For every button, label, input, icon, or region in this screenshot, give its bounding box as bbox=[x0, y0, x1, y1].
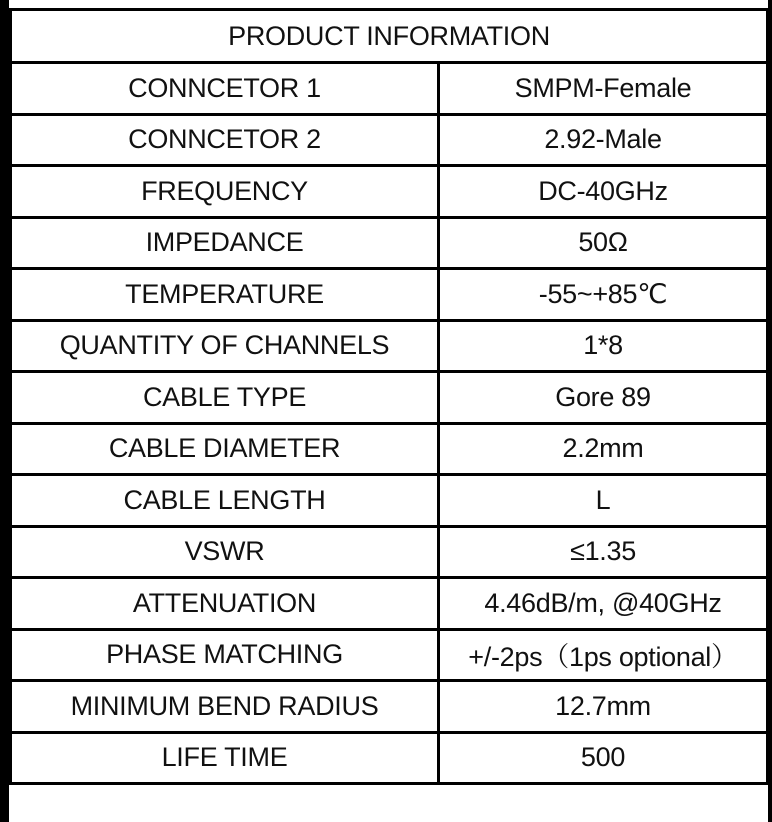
row-value: -55~+85℃ bbox=[439, 269, 768, 321]
row-label: CONNCETOR 2 bbox=[11, 114, 439, 166]
row-label: MINIMUM BEND RADIUS bbox=[11, 681, 439, 733]
row-value: DC-40GHz bbox=[439, 166, 768, 218]
table-row bbox=[11, 629, 768, 681]
row-label: CABLE LENGTH bbox=[11, 475, 439, 527]
row-label: QUANTITY OF CHANNELS bbox=[11, 320, 439, 372]
table-row bbox=[11, 217, 768, 269]
row-label: LIFE TIME bbox=[11, 732, 439, 784]
row-label: TEMPERATURE bbox=[11, 269, 439, 321]
row-label: FREQUENCY bbox=[11, 166, 439, 218]
row-label: VSWR bbox=[11, 526, 439, 578]
row-value: 50Ω bbox=[439, 217, 768, 269]
row-value: 12.7mm bbox=[439, 681, 768, 733]
product-information-table bbox=[9, 8, 769, 785]
row-value: 2.92-Male bbox=[439, 114, 768, 166]
table-title: PRODUCT INFORMATION bbox=[11, 10, 768, 63]
table-row bbox=[11, 63, 768, 115]
row-value: ≤1.35 bbox=[439, 526, 768, 578]
table-row bbox=[11, 114, 768, 166]
table-row bbox=[11, 578, 768, 630]
table-row bbox=[11, 320, 768, 372]
table-row bbox=[11, 423, 768, 475]
left-edge-border bbox=[0, 0, 9, 822]
row-label: ATTENUATION bbox=[11, 578, 439, 630]
row-label: PHASE MATCHING bbox=[11, 629, 439, 681]
table-row bbox=[11, 372, 768, 424]
table-row bbox=[11, 475, 768, 527]
table-header-row bbox=[11, 10, 768, 63]
table-row bbox=[11, 269, 768, 321]
row-value: L bbox=[439, 475, 768, 527]
row-label: IMPEDANCE bbox=[11, 217, 439, 269]
row-value: 2.2mm bbox=[439, 423, 768, 475]
table-row bbox=[11, 732, 768, 784]
row-value: SMPM-Female bbox=[439, 63, 768, 115]
row-value: 1*8 bbox=[439, 320, 768, 372]
row-label: CONNCETOR 1 bbox=[11, 63, 439, 115]
table-row bbox=[11, 526, 768, 578]
table-row bbox=[11, 166, 768, 218]
table-row bbox=[11, 681, 768, 733]
row-value: Gore 89 bbox=[439, 372, 768, 424]
row-value: +/-2ps（1ps optional） bbox=[439, 629, 768, 681]
row-value: 4.46dB/m, @40GHz bbox=[439, 578, 768, 630]
row-label: CABLE TYPE bbox=[11, 372, 439, 424]
row-label: CABLE DIAMETER bbox=[11, 423, 439, 475]
row-value: 500 bbox=[439, 732, 768, 784]
